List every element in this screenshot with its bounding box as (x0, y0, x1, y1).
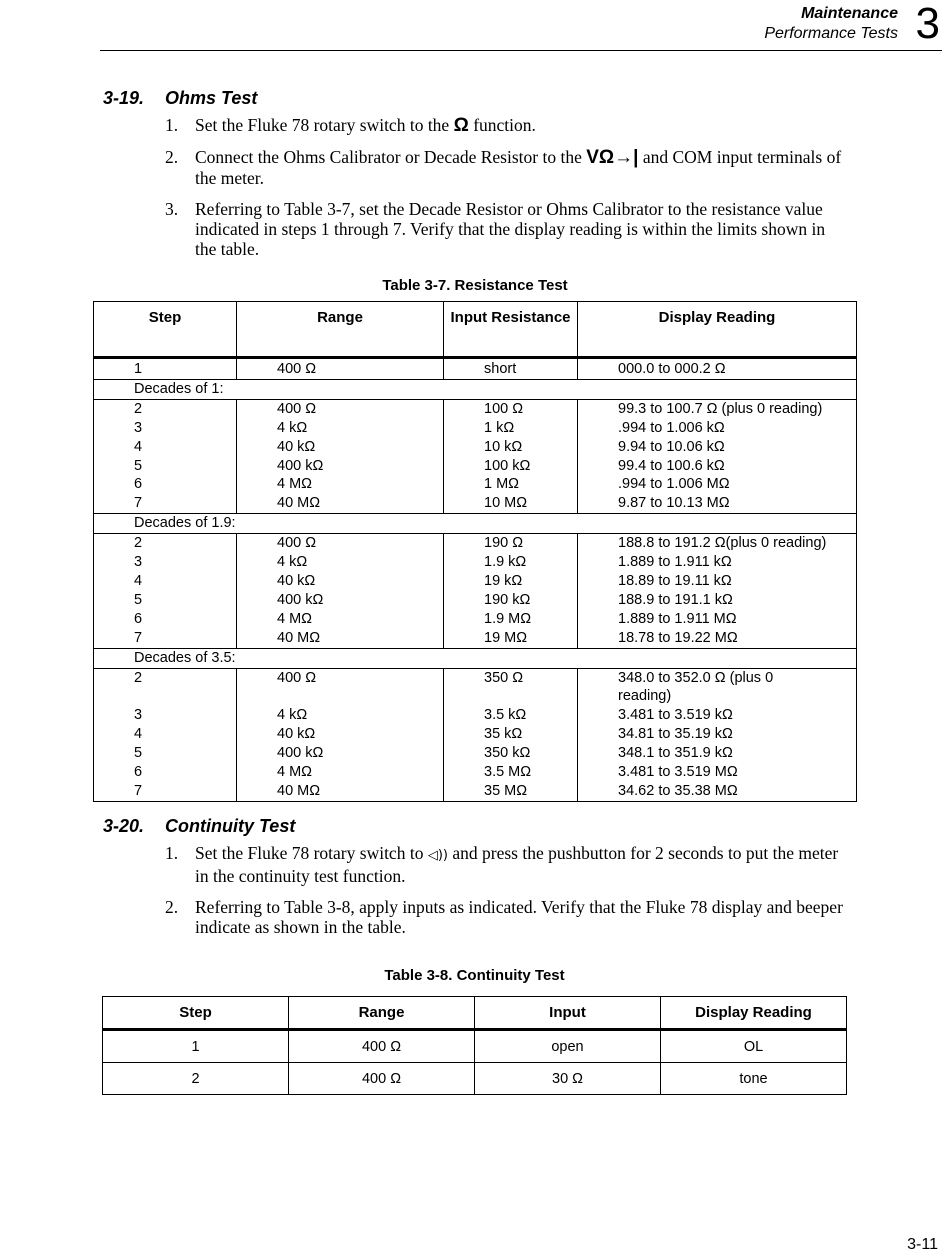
ohm-icon: Ω (453, 115, 469, 136)
table-row: 5 400 kΩ 100 kΩ 99.4 to 100.6 kΩ (94, 457, 857, 476)
table-row: 2 400 Ω 350 Ω 348.0 to 352.0 Ω (plus 0 reading) (94, 668, 857, 706)
table-row: 6 4 MΩ 1.9 MΩ 1.889 to 1.911 MΩ (94, 610, 857, 629)
volt-ohm-diode-icon: VΩ→| (586, 147, 639, 168)
table-caption: Table 3-8. Continuity Test (384, 967, 565, 984)
table-row: 2 400 Ω 100 Ω 99.3 to 100.7 Ω (plus 0 reading) (94, 399, 857, 418)
continuity-steps (165, 843, 845, 948)
section-number: 3-19. (103, 88, 145, 108)
column-header: Display Reading (578, 302, 857, 358)
column-header: Input (475, 997, 661, 1030)
table-row: 6 4 MΩ 1 MΩ .994 to 1.006 MΩ (94, 475, 857, 494)
page-number: 3-11 (907, 1236, 938, 1253)
table-row: 1 400 Ω short 000.0 to 000.2 Ω (94, 358, 857, 380)
step-item: 2. Connect the Ohms Calibrator or Decade Resistor to the VΩ→| and COM input terminals of the meter. (165, 147, 842, 188)
table-row: 6 4 MΩ 3.5 MΩ 3.481 to 3.519 MΩ (94, 763, 857, 782)
group-label-row: Decades of 1.9: (94, 514, 857, 534)
step-item: 1. Set the Fluke 78 rotary switch to ◁)) and press the pushbutton for 2 seconds to put the meter in the continuity test function. (165, 843, 839, 886)
section-number: 3-20. (103, 816, 145, 836)
table-row: 5 400 kΩ 190 kΩ 188.9 to 191.1 kΩ (94, 591, 857, 610)
column-header: Range (237, 302, 444, 358)
table-row: 4 40 kΩ 10 kΩ 9.94 to 10.06 kΩ (94, 438, 857, 457)
table-row: 7 40 MΩ 35 MΩ 34.62 to 35.38 MΩ (94, 782, 857, 801)
resistance-test-table (93, 301, 857, 802)
step-item: 2. Referring to Table 3-8, apply inputs as indicated. Verify that the Fluke 78 display and beeper indicate as shown in the table. (165, 897, 843, 937)
running-header (764, 4, 898, 44)
section-heading-ohms (103, 88, 257, 109)
table-row: 4 40 kΩ 19 kΩ 18.89 to 19.11 kΩ (94, 572, 857, 591)
continuity-test-table (102, 996, 847, 1095)
table-row: 2 400 Ω 30 Ω tone (103, 1063, 847, 1095)
group-label-row: Decades of 1: (94, 379, 857, 399)
table-row: 1 400 Ω open OL (103, 1030, 847, 1063)
table-row: 7 40 MΩ 10 MΩ 9.87 to 10.13 MΩ (94, 494, 857, 513)
table-row: 3 4 kΩ 1.9 kΩ 1.889 to 1.911 kΩ (94, 553, 857, 572)
step-item: 1. Set the Fluke 78 rotary switch to the Ω function. (165, 115, 536, 136)
column-header: Display Reading (661, 997, 847, 1030)
header-subtitle: Performance Tests (764, 25, 898, 42)
step-item: 3. Referring to Table 3-7, set the Decade Resistor or Ohms Calibrator to the resistance value indicated in steps 1 through 7. Verify that the display reading is within the limits shown in the table. (165, 199, 826, 259)
table-row: 2 400 Ω 190 Ω 188.8 to 191.2 Ω(plus 0 reading) (94, 534, 857, 553)
column-header: Step (103, 997, 289, 1030)
column-header: Input Resistance (444, 302, 578, 358)
header-rule (100, 50, 942, 51)
table-row: 5 400 kΩ 350 kΩ 348.1 to 351.9 kΩ (94, 744, 857, 763)
header-title: Maintenance (801, 5, 898, 22)
section-title: Continuity Test (165, 816, 296, 836)
table-row: 7 40 MΩ 19 MΩ 18.78 to 19.22 MΩ (94, 629, 857, 648)
section-title: Ohms Test (165, 88, 258, 108)
group-label-row: Decades of 3.5: (94, 648, 857, 668)
table-row: 3 4 kΩ 1 kΩ .994 to 1.006 kΩ (94, 419, 857, 438)
column-header: Range (289, 997, 475, 1030)
table-row: 4 40 kΩ 35 kΩ 34.81 to 35.19 kΩ (94, 725, 857, 744)
table-caption: Table 3-7. Resistance Test (382, 277, 568, 294)
column-header: Step (94, 302, 237, 358)
table-row: 3 4 kΩ 3.5 kΩ 3.481 to 3.519 kΩ (94, 706, 857, 725)
chapter-number: 3 (915, 0, 940, 48)
section-heading-continuity (103, 816, 295, 837)
beeper-icon: ◁)) (427, 848, 448, 863)
ohms-steps (165, 115, 845, 270)
